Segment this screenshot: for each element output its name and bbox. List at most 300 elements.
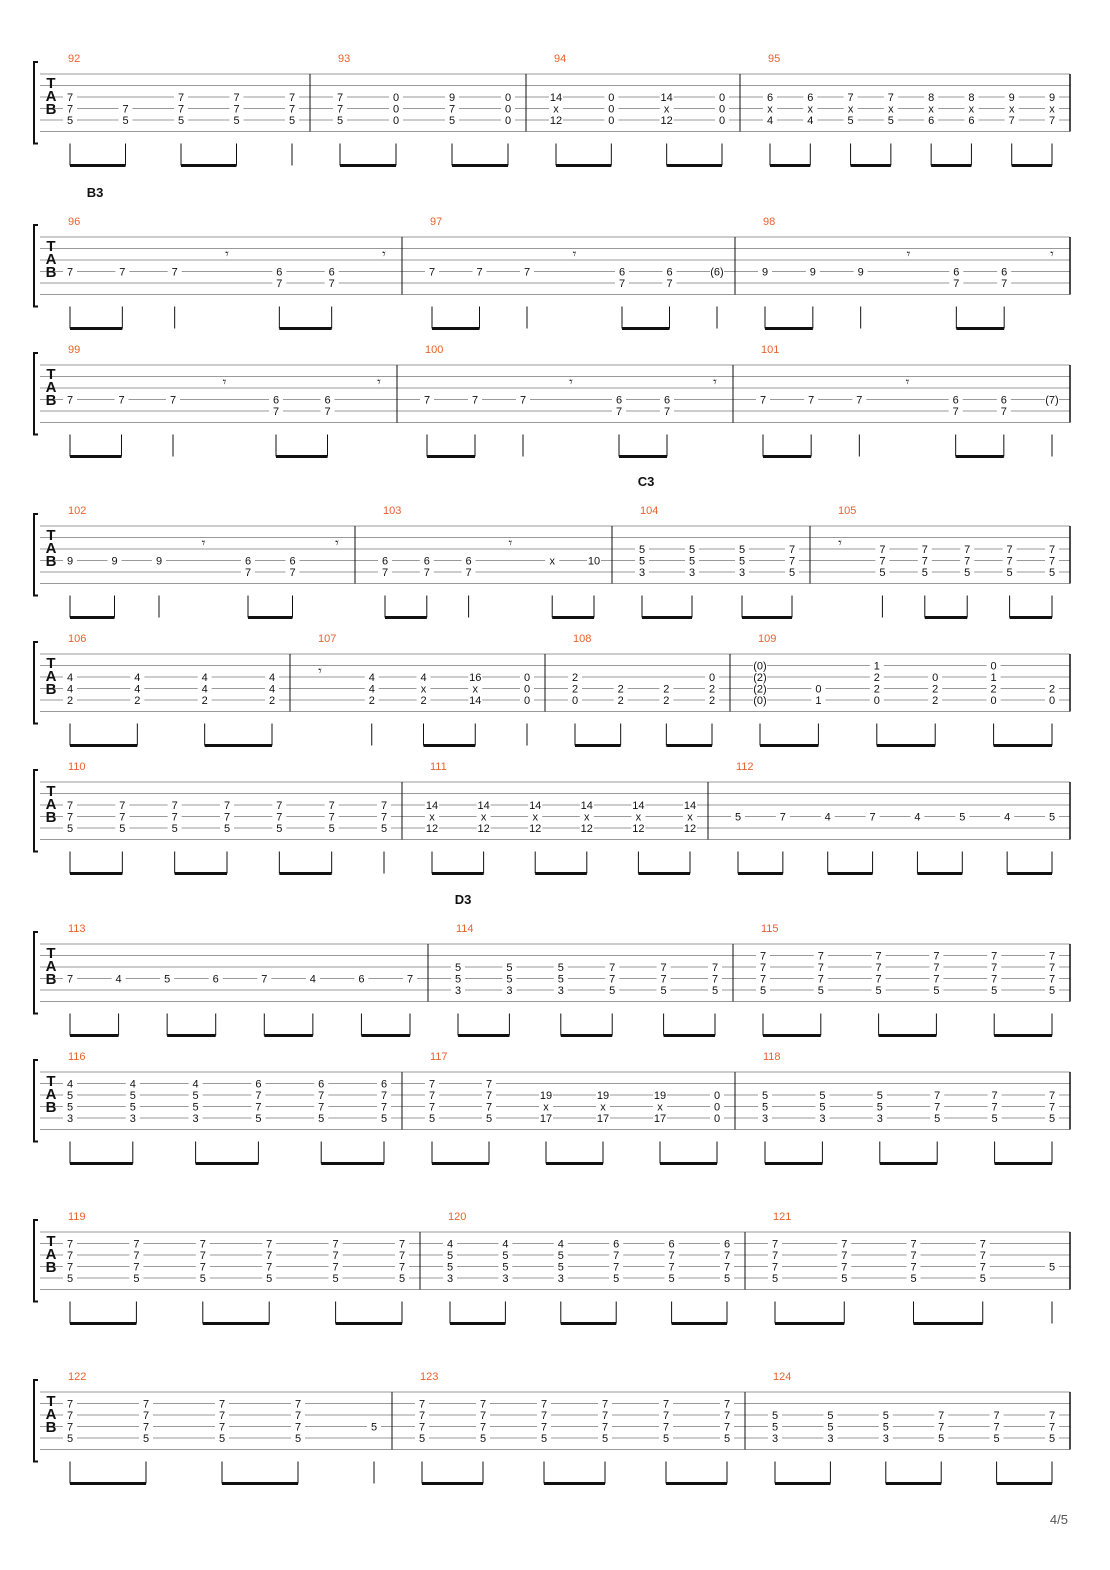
fret-number: 7 <box>666 278 673 290</box>
fret-number: 4 <box>807 115 814 127</box>
fret-number: 2 <box>617 695 624 707</box>
fret-number: 5 <box>827 1410 834 1422</box>
fret-number: 7 <box>381 567 389 579</box>
fret-number: 6 <box>952 394 959 407</box>
section-label: C3 <box>637 474 655 489</box>
fret-number: 8 <box>928 92 935 104</box>
fret-number: 7 <box>133 1250 140 1262</box>
tab-system <box>34 344 1070 457</box>
tab-system <box>34 474 1070 618</box>
fret-number: 7 <box>1048 544 1056 556</box>
fret-number: x <box>635 811 642 824</box>
fret-number: 4 <box>134 672 141 684</box>
fret-number: 7 <box>910 1250 917 1262</box>
fret-number: 5 <box>771 1273 779 1285</box>
fret-number: 7 <box>476 266 483 279</box>
fret-number: 7 <box>171 800 178 812</box>
fret-number: 14 <box>660 92 673 104</box>
fret-number: 7 <box>336 92 344 104</box>
fret-number: 7 <box>1048 950 1056 963</box>
fret-number: 5 <box>910 1273 917 1285</box>
fret-number: 7 <box>841 1250 848 1262</box>
fret-number: 7 <box>398 1261 406 1274</box>
measure-number: 123 <box>420 1371 439 1383</box>
fret-number: (2) <box>753 683 767 696</box>
fret-number: 14 <box>425 800 439 812</box>
fret-number: 6 <box>358 973 365 986</box>
fret-number: 7 <box>199 1238 206 1251</box>
fret-number: 7 <box>601 1398 609 1411</box>
fret-number: 7 <box>171 266 178 279</box>
fret-number: 6 <box>380 1078 388 1091</box>
fret-number: 19 <box>539 1090 553 1102</box>
fret-number: x <box>543 1101 549 1114</box>
fret-number: 7 <box>471 394 479 407</box>
fret-number: 7 <box>723 1410 731 1422</box>
tab-clef-letter: A <box>45 1086 57 1103</box>
measure-number: 121 <box>773 1211 792 1223</box>
fret-number: 7 <box>817 973 824 986</box>
fret-number: 0 <box>713 1101 721 1114</box>
fret-number: 2 <box>571 672 579 684</box>
fret-number: 5 <box>879 567 886 579</box>
fret-number: 7 <box>177 92 185 104</box>
fret-number: 5 <box>934 1113 941 1125</box>
fret-number: 5 <box>428 1113 436 1125</box>
fret-number: 7 <box>418 1410 426 1422</box>
fret-number: 7 <box>294 1421 302 1434</box>
fret-number: 4 <box>446 1238 454 1251</box>
fret-number: 0 <box>504 115 512 127</box>
fret-number: 5 <box>711 985 719 997</box>
fret-number: 5 <box>1048 1261 1056 1274</box>
fret-number: 5 <box>557 962 564 974</box>
fret-number: 7 <box>663 406 671 418</box>
fret-number: 7 <box>991 1101 998 1114</box>
fret-number: 3 <box>771 1433 779 1445</box>
fret-number: 7 <box>66 1261 74 1274</box>
measure-number: 97 <box>430 216 443 228</box>
fret-number: 5 <box>119 823 126 835</box>
fret-number: 7 <box>788 544 796 556</box>
fret-number: 2 <box>990 683 997 696</box>
fret-number: 7 <box>66 1250 74 1262</box>
fret-number: x <box>472 683 478 696</box>
measure-number: 115 <box>761 923 779 935</box>
fret-number: 2 <box>1048 683 1056 696</box>
fret-number: 7 <box>875 950 882 963</box>
tab-system <box>34 1371 1070 1484</box>
measure-number: 96 <box>68 216 81 228</box>
fret-number: 7 <box>318 1090 325 1102</box>
fret-number: 5 <box>638 544 646 556</box>
fret-number: 17 <box>596 1113 610 1125</box>
rest-symbol: 𝄾 <box>382 245 386 262</box>
fret-number: 4 <box>766 115 774 127</box>
fret-number: 7 <box>398 1250 406 1262</box>
measure-number: 113 <box>68 923 86 935</box>
fret-number: 7 <box>418 1421 426 1434</box>
fret-number: x <box>429 811 435 824</box>
fret-number: 7 <box>519 394 527 407</box>
tab-system <box>34 761 1070 874</box>
fret-number: 5 <box>540 1433 548 1445</box>
fret-number: 7 <box>294 1410 302 1422</box>
measure-number: 98 <box>763 216 776 228</box>
fret-number: 3 <box>502 1273 509 1285</box>
fret-number: 7 <box>324 406 331 418</box>
tab-system <box>34 1211 1070 1324</box>
fret-number: 0 <box>504 92 512 104</box>
fret-number: x <box>663 103 670 116</box>
fret-number: 7 <box>601 1421 609 1434</box>
fret-number: 7 <box>418 1398 426 1411</box>
fret-number: 5 <box>557 1250 564 1262</box>
fret-number: 7 <box>276 800 283 812</box>
fret-number: 5 <box>266 1273 273 1285</box>
fret-number: 7 <box>169 394 177 407</box>
fret-number: 5 <box>380 823 388 835</box>
rest-symbol: 𝄾 <box>1050 245 1054 262</box>
fret-number: 7 <box>991 962 998 974</box>
fret-number: 7 <box>332 1261 339 1274</box>
fret-number: 5 <box>557 973 564 986</box>
fret-number: 7 <box>142 1398 150 1411</box>
tab-clef-letter: A <box>45 958 57 975</box>
tab-clef-letter: A <box>45 540 57 557</box>
fret-number: 4 <box>557 1238 564 1251</box>
fret-number: 0 <box>608 103 615 116</box>
fret-number: 7 <box>133 1261 140 1274</box>
fret-number: 3 <box>761 1113 769 1125</box>
fret-number: 14 <box>632 800 645 812</box>
fret-number: 4 <box>66 683 74 696</box>
fret-number: 7 <box>779 811 786 824</box>
fret-number: (0) <box>753 660 767 673</box>
measure-number: 95 <box>768 53 781 65</box>
fret-number: 5 <box>454 973 462 986</box>
fret-number: 7 <box>1006 544 1013 556</box>
fret-number: 3 <box>557 1273 564 1285</box>
fret-number: 5 <box>380 1113 388 1125</box>
tab-clef-letter: B <box>45 392 57 409</box>
rest-symbol: 𝄾 <box>569 373 573 390</box>
fret-number: 17 <box>653 1113 667 1125</box>
fret-number: 5 <box>66 1090 74 1102</box>
fret-number: 7 <box>465 567 472 579</box>
fret-number: 14 <box>549 92 563 104</box>
fret-number: 7 <box>759 973 767 986</box>
fret-number: 5 <box>502 1250 509 1262</box>
measure-number: 111 <box>430 761 447 773</box>
fret-number: 5 <box>332 1273 339 1285</box>
fret-number: 4 <box>115 973 122 986</box>
fret-number: 4 <box>502 1238 509 1251</box>
system-bracket <box>34 1380 38 1462</box>
tab-clef-letter: B <box>45 1099 57 1116</box>
fret-number: 5 <box>336 115 344 127</box>
fret-number: 6 <box>423 555 430 568</box>
fret-number: 5 <box>1048 985 1056 997</box>
fret-number: 5 <box>964 567 971 579</box>
measure-number: 103 <box>383 505 402 517</box>
fret-number: 5 <box>506 962 513 974</box>
fret-number: 7 <box>479 1410 487 1422</box>
fret-number: 5 <box>1048 811 1056 824</box>
fret-number: 5 <box>1048 1113 1056 1125</box>
fret-number: 0 <box>815 683 822 696</box>
tab-clef-letter: A <box>45 251 57 268</box>
fret-number: 4 <box>201 683 208 696</box>
fret-number: 5 <box>129 1101 136 1114</box>
fret-number: 2 <box>873 683 880 696</box>
fret-number: 7 <box>934 1090 941 1102</box>
fret-number: 7 <box>879 544 886 556</box>
fret-number: 0 <box>608 115 615 127</box>
fret-number: 3 <box>129 1113 136 1125</box>
tab-clef-letter: A <box>45 1246 57 1263</box>
tab-clef-letter: A <box>45 668 57 685</box>
fret-number: 7 <box>276 811 283 824</box>
fret-number: 5 <box>133 1273 140 1285</box>
fret-number: 7 <box>332 1238 339 1251</box>
fret-number: 7 <box>817 962 824 974</box>
fret-number: 5 <box>660 985 667 997</box>
fret-number: 3 <box>738 567 746 579</box>
system-bracket <box>34 1060 38 1142</box>
fret-number: 7 <box>406 973 414 986</box>
tab-system <box>34 633 1070 746</box>
fret-number: 4 <box>824 811 831 824</box>
fret-number: 7 <box>289 567 296 579</box>
fret-number: 5 <box>177 115 185 127</box>
fret-number: 9 <box>857 266 864 279</box>
fret-number: 6 <box>276 266 283 279</box>
fret-number: 5 <box>485 1113 493 1125</box>
fret-number: 7 <box>328 800 335 812</box>
fret-number: 5 <box>418 1433 426 1445</box>
fret-number: 0 <box>990 695 997 707</box>
fret-number: 7 <box>261 973 268 986</box>
tab-clef-letter: B <box>45 971 57 988</box>
fret-number: 7 <box>272 406 280 418</box>
fret-number: 4 <box>201 672 208 684</box>
fret-number: x <box>888 103 894 116</box>
fret-number: 0 <box>392 92 400 104</box>
fret-number: 5 <box>192 1090 199 1102</box>
fret-number: 5 <box>1048 1433 1056 1445</box>
fret-number: 7 <box>952 406 959 418</box>
fret-number: 7 <box>328 811 335 824</box>
fret-number: 7 <box>448 103 456 116</box>
fret-number: 7 <box>938 1421 945 1434</box>
fret-number: 7 <box>223 800 231 812</box>
system-bracket <box>34 770 38 852</box>
tab-clef-letter: B <box>45 101 57 118</box>
fret-number: 7 <box>601 1410 609 1422</box>
fret-number: 5 <box>991 1113 998 1125</box>
fret-number: 5 <box>223 823 231 835</box>
fret-number: 5 <box>817 985 824 997</box>
fret-number: 7 <box>921 555 928 568</box>
tab-system <box>34 1051 1070 1164</box>
fret-number: 7 <box>218 1421 226 1434</box>
fret-number: 0 <box>932 672 939 684</box>
fret-number: 3 <box>192 1113 199 1125</box>
fret-number: 7 <box>910 1261 917 1274</box>
fret-number: (6) <box>710 266 724 279</box>
fret-number: 0 <box>718 103 726 116</box>
fret-number: 5 <box>827 1421 834 1434</box>
fret-number: 5 <box>991 985 998 997</box>
measure-number: 94 <box>554 53 567 65</box>
rest-symbol: 𝄾 <box>572 245 577 262</box>
fret-number: 5 <box>819 1090 826 1102</box>
fret-number: 7 <box>1008 115 1015 127</box>
fret-number: 5 <box>668 1273 675 1285</box>
fret-number: 6 <box>328 266 335 279</box>
rest-symbol: 𝄾 <box>225 245 229 262</box>
fret-number: 3 <box>882 1433 889 1445</box>
fret-number: 10 <box>587 555 601 568</box>
fret-number: 2 <box>66 695 74 707</box>
fret-number: 5 <box>398 1273 406 1285</box>
fret-number: 6 <box>766 92 774 104</box>
fret-number: 3 <box>557 985 564 997</box>
fret-number: 7 <box>613 1250 620 1262</box>
measure-number: 116 <box>68 1051 86 1063</box>
fret-number: 14 <box>683 800 697 812</box>
fret-number: 5 <box>788 567 796 579</box>
fret-number: 7 <box>485 1078 493 1091</box>
fret-number: 7 <box>119 266 126 279</box>
fret-number: 7 <box>991 950 998 963</box>
measure-number: 110 <box>68 761 86 773</box>
fret-number: 4 <box>134 683 141 696</box>
fret-number: 8 <box>968 92 975 104</box>
fret-number: 5 <box>688 555 696 568</box>
fret-number: (0) <box>753 695 767 707</box>
fret-number: 7 <box>964 555 971 568</box>
fret-number: x <box>1008 103 1015 116</box>
fret-number: 5 <box>318 1113 325 1125</box>
fret-number: 0 <box>523 672 531 684</box>
fret-number: 5 <box>761 1101 769 1114</box>
fret-number: 7 <box>723 1421 731 1434</box>
fret-number: 5 <box>164 973 171 986</box>
fret-number: 7 <box>398 1238 406 1251</box>
fret-number: 5 <box>199 1273 206 1285</box>
fret-number: 3 <box>446 1273 454 1285</box>
fret-number: 7 <box>711 973 719 986</box>
fret-number: 7 <box>540 1421 548 1434</box>
measure-number: 122 <box>68 1371 87 1383</box>
fret-number: 7 <box>991 973 998 986</box>
fret-number: 7 <box>328 278 335 290</box>
fret-number: 5 <box>218 1433 226 1445</box>
fret-number: 0 <box>718 115 726 127</box>
fret-number: 5 <box>192 1101 199 1114</box>
fret-number: 7 <box>380 1101 388 1114</box>
fret-number: 7 <box>142 1421 150 1434</box>
fret-number: 7 <box>723 1250 731 1262</box>
fret-number: (2) <box>753 672 767 684</box>
tab-clef-letter: T <box>46 75 56 92</box>
fret-number: 6 <box>968 115 975 127</box>
fret-number: 7 <box>218 1398 226 1411</box>
fret-number: 4 <box>368 683 375 696</box>
fret-number: 5 <box>129 1090 136 1102</box>
fret-number: x <box>767 103 773 116</box>
fret-number: 6 <box>212 973 219 986</box>
fret-number: 7 <box>288 103 296 116</box>
fret-number: 7 <box>788 555 796 568</box>
fret-number: x <box>657 1101 663 1114</box>
fret-number: 3 <box>819 1113 826 1125</box>
fret-number: 2 <box>617 683 624 696</box>
fret-number: 7 <box>199 1250 206 1262</box>
fret-number: 5 <box>882 1421 889 1434</box>
fret-number: 7 <box>615 406 623 418</box>
fret-number: 7 <box>266 1261 273 1274</box>
fret-number: 7 <box>255 1090 262 1102</box>
fret-number: 7 <box>66 1410 74 1422</box>
fret-number: 7 <box>1006 555 1013 568</box>
fret-number: 7 <box>609 973 616 986</box>
fret-number: 12 <box>425 823 439 835</box>
fret-number: 7 <box>540 1410 548 1422</box>
fret-number: 5 <box>454 962 462 974</box>
rest-symbol: 𝄾 <box>201 534 206 551</box>
fret-number: 6 <box>723 1238 731 1251</box>
fret-number: 7 <box>66 973 74 986</box>
fret-number: 7 <box>875 973 882 986</box>
fret-number: 7 <box>934 1101 941 1114</box>
page-number: 4/5 <box>1049 1512 1068 1527</box>
fret-number: 5 <box>723 1273 731 1285</box>
fret-number: 7 <box>199 1261 206 1274</box>
fret-number: 2 <box>368 695 375 707</box>
fret-number: 4 <box>129 1078 136 1091</box>
fret-number: 5 <box>506 973 513 986</box>
fret-number: 3 <box>506 985 513 997</box>
fret-number: 5 <box>66 1433 74 1445</box>
fret-number: 7 <box>1048 1101 1056 1114</box>
fret-number: 3 <box>454 985 462 997</box>
tab-clef-letter: T <box>46 527 56 544</box>
fret-number: 7 <box>428 266 436 279</box>
fret-number: 4 <box>268 672 276 684</box>
fret-number: 2 <box>708 695 716 707</box>
fret-number: 6 <box>953 266 960 279</box>
fret-number: 7 <box>122 103 129 116</box>
fret-number: 7 <box>266 1238 273 1251</box>
fret-number: 3 <box>688 567 696 579</box>
fret-number: 4 <box>368 672 375 684</box>
fret-number: 0 <box>990 660 997 673</box>
fret-number: 12 <box>660 115 673 127</box>
fret-number: 7 <box>1001 278 1008 290</box>
fret-number: 6 <box>663 394 671 407</box>
fret-number: 5 <box>734 811 742 824</box>
fret-number: 9 <box>111 555 118 568</box>
rest-symbol: 𝄾 <box>906 245 911 262</box>
fret-number: 5 <box>771 1421 779 1434</box>
fret-number: 12 <box>529 823 542 835</box>
fret-number: 5 <box>601 1433 609 1445</box>
fret-number: 12 <box>632 823 645 835</box>
fret-number: 5 <box>759 985 767 997</box>
